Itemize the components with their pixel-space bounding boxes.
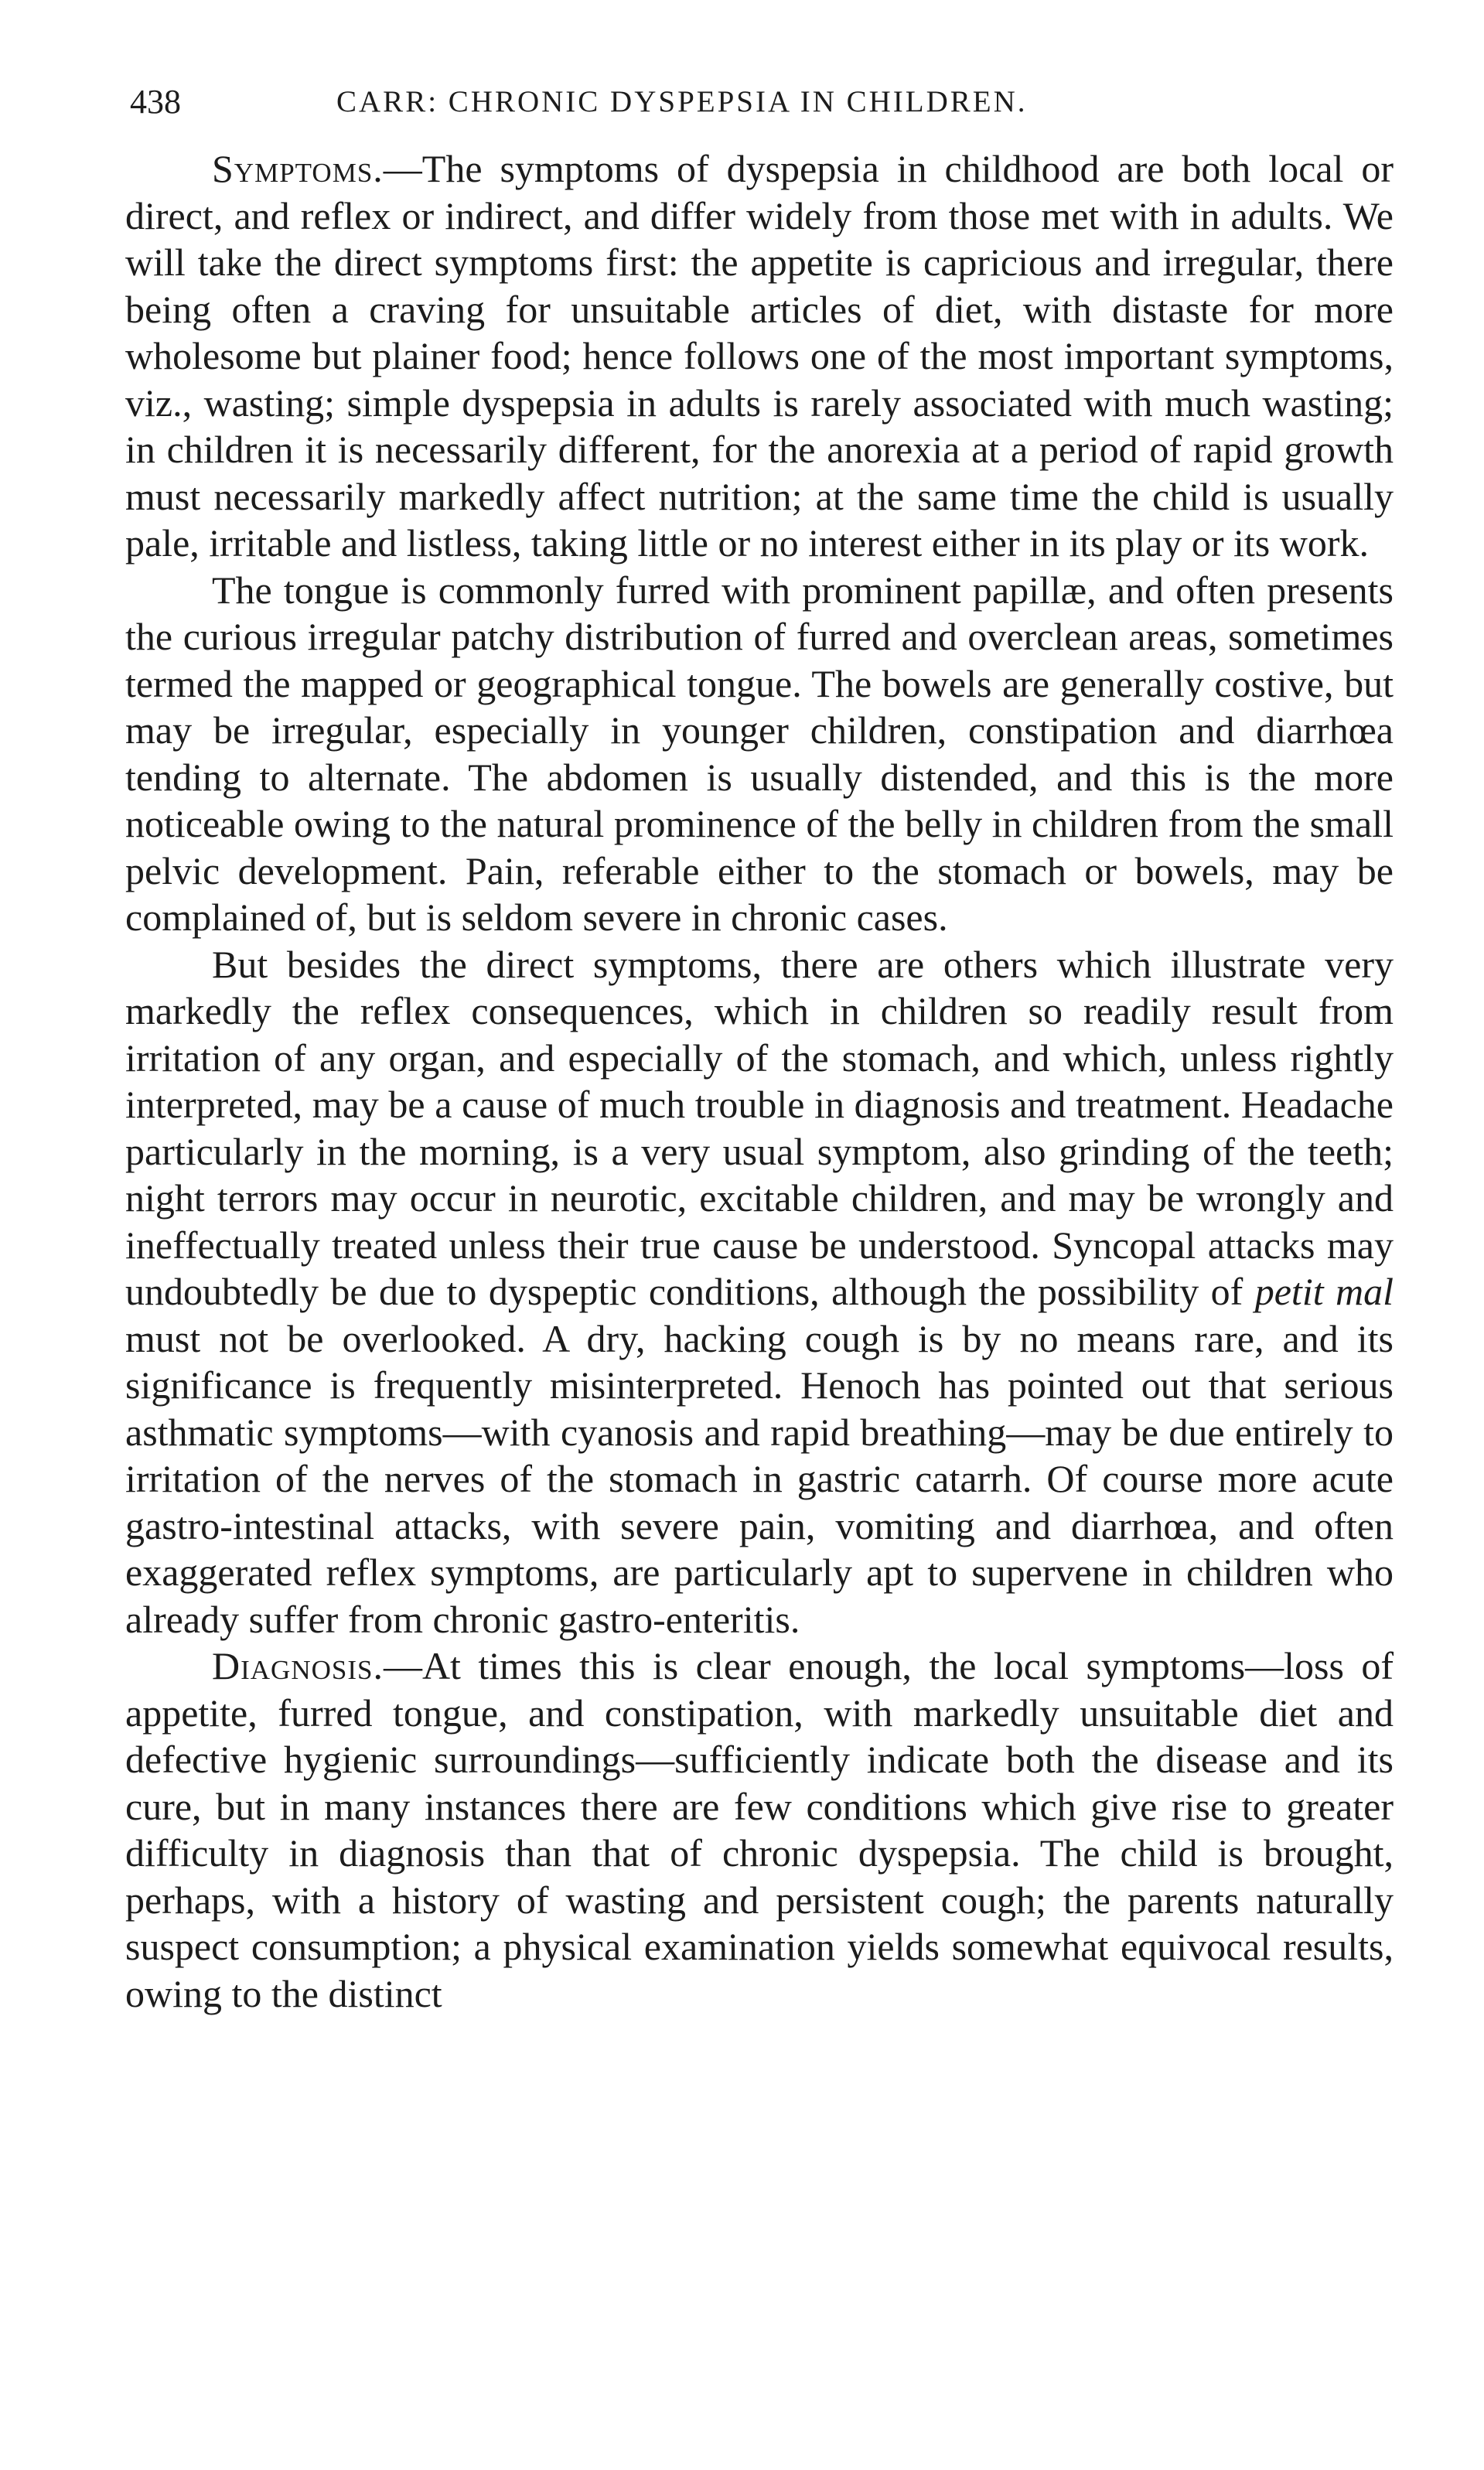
paragraph-reflex-symptoms [125,941,1394,1643]
paragraph-text: But besides the direct symptoms, there are others which illustrate very markedly the reflex consequences, which in children so readily result from irritation of any organ, and especially of the stomach, and which, unless rightly interpreted, may be a cause of much trouble in diagnosis and treatment. Headache particularly in the morning, is a very usual symptom, also grinding of the teeth; night terrors may occur in neurotic, excitable children, and may be wrongly and ineffectually treated unless their true cause be understood. Syncopal attacks may undoubtedly be due to dyspeptic conditions, although the possibility of [125,942,1394,1313]
paragraph-symptoms [125,145,1394,567]
paragraph-text: must not be overlooked. A dry, hacking cough is by no means rare, and its significance is frequently misinterpreted. Henoch has pointed out that serious asthmatic symptoms—with cyanosis and rapid breathing—may be due entirely to irritation of the nerves of the stomach in gastric catarrh. Of course more acute gastro-intestinal attacks, with severe pain, vomiting and diarrhœa, and often exaggerated reflex symptoms, are particularly apt to supervene in children who already suffer from chronic gastro-enteritis. [125,1316,1394,1641]
paragraph-text: The tongue is commonly furred with prominent papillæ, and often presents the curious irregular patchy distribution of furred and overclean areas, sometimes termed the mapped or geographical tongue. The bowels are generally costive, but may be irregular, especially in younger children, constipation and diarrhœa tending to alternate. The abdomen is usually distended, and this is the more noticeable owing to the natural prominence of the belly in children from the small pelvic development. Pain, referable either to the stomach or bowels, may be complained of, but is seldom severe in chronic cases. [125,568,1394,939]
section-heading-symptoms: Symptoms. [212,147,384,190]
body-text [125,145,1394,2017]
running-head [130,71,1398,133]
section-heading-diagnosis: Diagnosis. [212,1644,384,1687]
italic-term: petit mal [1254,1270,1394,1313]
paragraph-tongue [125,567,1394,941]
paragraph-text: —The symptoms of dyspepsia in childhood are both local or direct, and reflex or indirect, and differ widely from those met with in adults. We will take the direct symptoms first: the appetite is capricious and irregular, there being often a craving for unsuitable articles of diet, with distaste for more wholesome but plainer food; hence follows one of the most important symptoms, viz., wasting; simple dyspepsia in adults is rarely associated with much wasting; in children it is necessarily different, for the anorexia at a period of rapid growth must necessarily markedly affect nutrition; at the same time the child is usually pale, irritable and listless, taking little or no interest either in its play or its work. [125,147,1394,565]
paragraph-text: —At times this is clear enough, the local symptoms—loss of appetite, furred tongue, and constipation, with markedly unsuitable diet and defective hygienic surroundings—sufficiently indicate both the disease and its cure, but in many instances there are few conditions which give rise to greater difficulty in diagnosis than that of chronic dyspepsia. The child is brought, perhaps, with a history of wasting and persistent cough; the parents naturally suspect consumption; a physical examination yields somewhat equivocal results, owing to the distinct [125,1644,1394,2015]
running-title: CARR: CHRONIC DYSPEPSIA IN CHILDREN. [336,85,1028,118]
paragraph-diagnosis [125,1643,1394,2017]
page-number: 438 [130,83,181,121]
